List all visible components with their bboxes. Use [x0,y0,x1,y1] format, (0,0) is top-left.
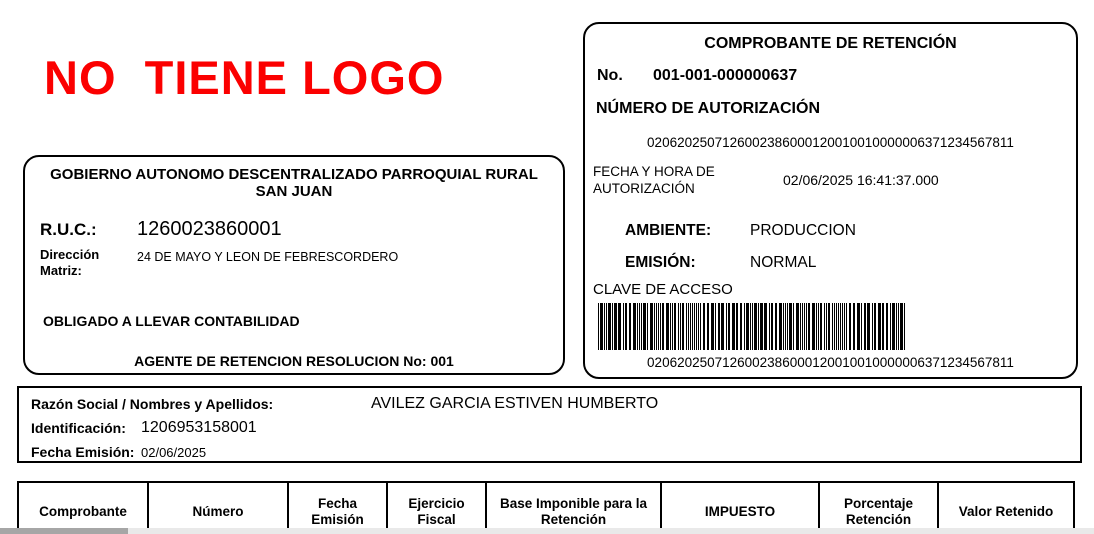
ruc-value: 1260023860001 [137,218,282,240]
authorization-number-value: 0206202507126002386000120010010000006371234567811 [647,135,1014,150]
emission-date-value: 02/06/2025 [141,445,207,460]
horizontal-scrollbar[interactable] [0,528,1094,534]
receipt-number-value: 001-001-000000637 [653,67,798,84]
retention-table [17,481,1073,534]
receipt-title: COMPROBANTE DE RETENCIÓN [704,35,957,52]
access-key-label: CLAVE DE ACCESO [593,281,733,298]
horizontal-scrollbar-thumb[interactable] [0,528,128,534]
authorization-datetime-label: FECHA Y HORA DE AUTORIZACIÓN [593,164,715,196]
receipt-info-box [583,22,1078,379]
emission-label: EMISIÓN: [625,254,696,271]
accounting-obligation-note: OBLIGADO A LLEVAR CONTABILIDAD [43,313,300,329]
col-header-comprobante: Comprobante [18,482,148,534]
authorization-number-label: NÚMERO DE AUTORIZACIÓN [596,100,820,117]
customer-name-value: AVILEZ GARCIA ESTIVEN HUMBERTO [371,395,659,412]
customer-name-label: Razón Social / Nombres y Apellidos: [31,396,274,412]
retention-agent-note: AGENTE DE RETENCION RESOLUCION No: 001 [134,353,454,369]
no-logo-text: NO TIENE LOGO [44,51,445,104]
address-label: Dirección Matriz: [40,247,100,278]
customer-id-label: Identificación: [31,420,126,436]
col-header-ejercicio-fiscal: Ejercicio Fiscal [387,482,486,534]
customer-info-box [17,386,1082,463]
emission-value: NORMAL [750,254,817,271]
customer-id-value: 1206953158001 [141,419,257,436]
environment-value: PRODUCCION [750,222,856,239]
access-key-number: 0206202507126002386000120010010000006371234567811 [647,355,1014,370]
col-header-fecha-emision: Fecha Emisión [288,482,387,534]
environment-label: AMBIENTE: [625,222,712,239]
col-header-base-imponible: Base Imponible para la Retención [486,482,661,534]
authorization-datetime-value: 02/06/2025 16:41:37.000 [783,172,939,188]
address-value: 24 DE MAYO Y LEON DE FEBRESCORDERO [137,250,399,264]
col-header-impuesto: IMPUESTO [661,482,819,534]
col-header-porcentaje-retencion: Porcentaje Retención [819,482,938,534]
emitter-info-box [23,155,565,375]
emission-date-label: Fecha Emisión: [31,444,135,460]
access-key-barcode-icon [598,303,1064,350]
retention-table-header-row [18,482,1074,534]
ruc-label: R.U.C.: [40,220,97,239]
col-header-numero: Número [148,482,288,534]
receipt-number-label: No. [597,67,623,84]
emitter-company-name: GOBIERNO AUTONOMO DESCENTRALIZADO PARROQUIAL RURAL SAN JUAN [50,166,538,200]
col-header-valor-retenido: Valor Retenido [938,482,1074,534]
